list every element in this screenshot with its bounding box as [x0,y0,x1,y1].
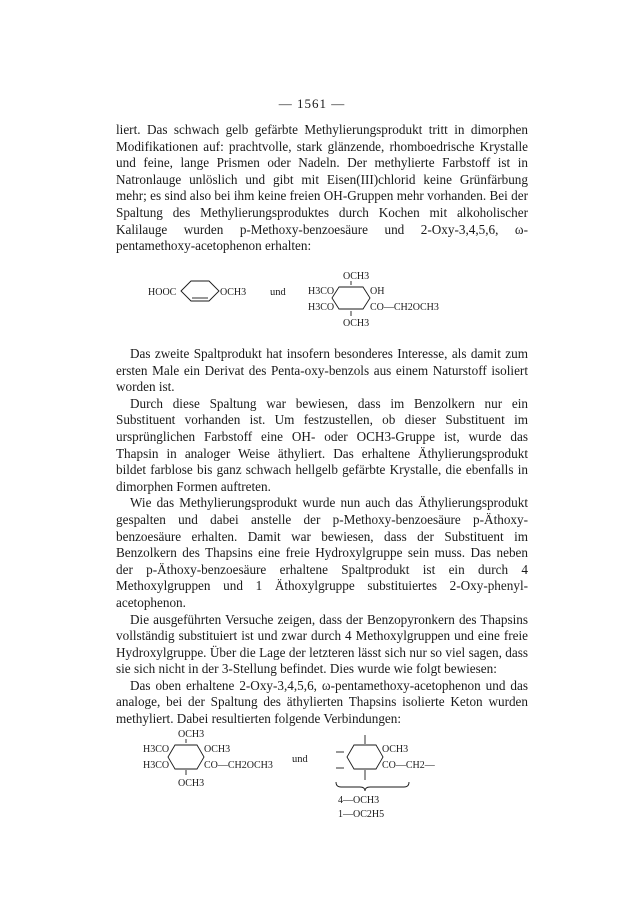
formula2-bottom-group: OCH3 [178,778,205,789]
formula-left-top-group: H3CO [308,286,335,297]
formula2-top-group: OCH3 [178,729,205,740]
paragraph-3: Durch diese Spaltung war bewiesen, dass im Benzolkern nur ein Substituent vorhanden ist. Um festzustellen, ob dieser Substituent im ursprünglichen Farbstoff eine OH- oder OCH3-Gruppe ist, wurde das Thapsin in analoger Weise äthyliert. Das erhaltene Äthylierungsprodukt bildet farblose bis ganz schwach hellgelb gefärbte Krystalle, die ebenfalls in dimorphen Formen auftreten. [116,395,528,494]
benzene-ring [332,287,370,309]
formula2-right-top2-group: OCH3 [382,744,409,755]
paragraph-4: Wie das Methylierungsprodukt wurde nun auch das Äthylierungsprodukt gespalten und dabei anstelle der p-Methoxy-benzoesäure p-Äthoxy-benzoesäure erhalten. Damit war bewiesen, dass der Substituent im Benzolkern des Thapsins eine freie Hydroxylgruppe sein muss. Das neben der p-Äthoxy-benzoesäure erhaltene Spaltprodukt ist ein durch 4 Methoxylgruppen und 1 Äthoxylgruppe substituiertes 2-Oxy-phenyl-acetophenon. [116,495,528,610]
formula2-left-bottom-group: H3CO [143,760,170,771]
text-block-middle [116,346,528,728]
formula-group-hooc: HOOC [148,287,177,298]
formula2-right-top-group: OCH3 [204,744,231,755]
formula-hexamethoxy-compound [143,729,273,789]
formula2-substituent-methoxy: 4—OCH3 [338,795,380,806]
formula2-side-chain: CO—CH2OCH3 [204,760,273,771]
benzene-ring [168,745,204,769]
formula-ethoxy-compound [336,735,436,820]
formula-top-group: OCH3 [343,271,370,282]
formula-connector: und [270,287,286,298]
benzene-ring [347,745,383,769]
paragraph-2: Das zweite Spaltprodukt hat insofern besonderes Interesse, als damit zum ersten Male ein Derivat des Penta-oxy-benzols aus einem Naturstoff isoliert worden ist. [116,346,528,395]
formula-right-top-group: OH [370,286,385,297]
formula2-connector: und [292,754,308,765]
formula-pentamethoxy-acetophenone [308,271,439,329]
formula-group-och3: OCH3 [220,287,247,298]
formula2-side-chain2: CO—CH2— [382,760,435,771]
underbrace [336,782,409,791]
formula-side-chain: CO—CH2OCH3 [370,302,439,313]
formula-bottom-group: OCH3 [343,318,370,329]
formula-left-bottom-group: H3CO [308,302,335,313]
formula-p-methoxy-benzoic-acid [148,281,246,301]
paragraph-5: Die ausgeführten Versuche zeigen, dass der Benzopyronkern des Thapsins vollständig substituiert ist und zwar durch 4 Methoxylgruppen und eine freie Hydroxylgruppe. Über die Lage der letzteren lässt sich nur so viel sagen, dass sie sich nicht in der 3-Stellung befindet. Dies wurde wie folgt bewiesen: [116,611,528,677]
paragraph-1: liert. Das schwach gelb gefärbte Methylierungsprodukt tritt in dimorphen Modifikationen auf: prachtvolle, stark glänzende, rhomboedrische Krystalle und feine, lange Prismen oder Nadeln. Der methylierte Farbstoff ist in Natronlauge unlöslich und gibt mit Eisen(III)chlorid keine Grünfärbung mehr; es sind also bei ihm keine freien OH-Gruppen mehr vorhanden. Bei der Spaltung des Methylierungsproduktes durch Kochen mit alkoholischer Kalilauge wurden p-Methoxy-benzoesäure und 2-Oxy-3,4,5,6, ω-pentamethoxy-acetophenon erhalten: [116,122,528,254]
formula2-substituent-ethoxy: 1—OC2H5 [338,809,385,820]
formula2-left-top-group: H3CO [143,744,170,755]
page-number: — 1561 — [278,96,346,111]
paragraph-6: Das oben erhaltene 2-Oxy-3,4,5,6, ω-pentamethoxy-acetophenon und das analoge, bei der Spaltung des äthylierten Thapsins isolierte Keton wurden methyliert. Dabei resultierten folgende Verbindungen: [116,677,528,727]
